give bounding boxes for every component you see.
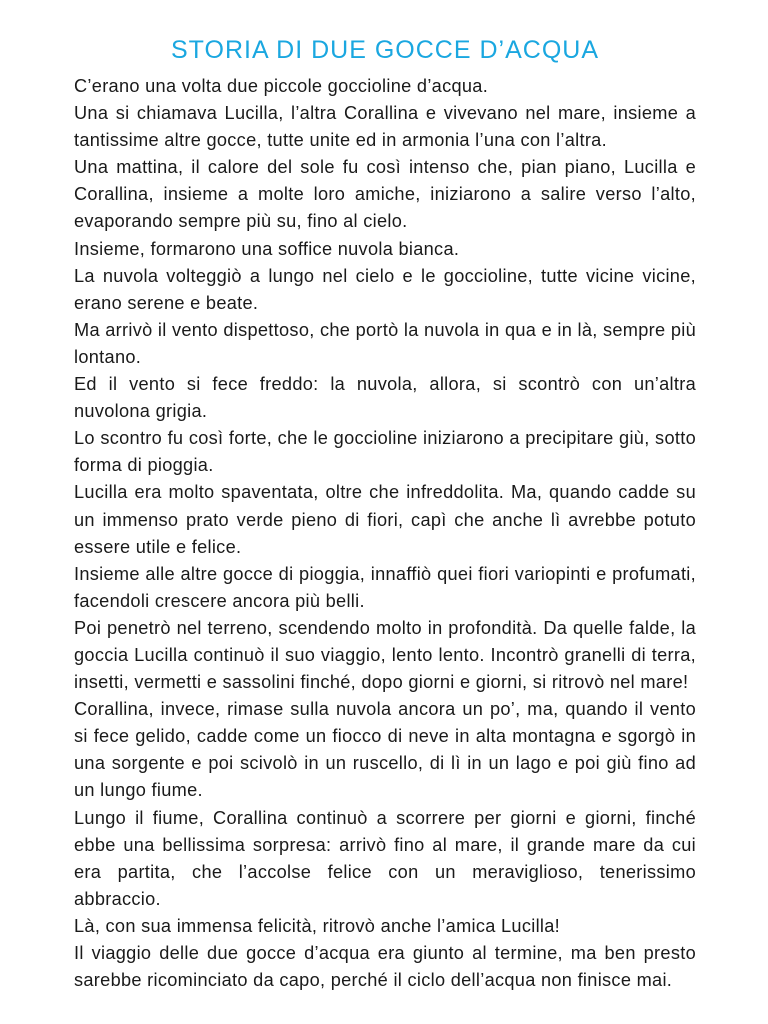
paragraph: Lungo il fiume, Corallina continuò a scorrere per giorni e giorni, finché ebbe una bellissima sorpresa: arrivò fino al mare, il grande mare da cui era partita, che l’accolse felice con un meraviglioso, tenerissimo abbraccio. xyxy=(74,807,696,909)
paragraph: Ma arrivò il vento dispettoso, che portò la nuvola in qua e in là, sempre più lontano. xyxy=(74,319,696,367)
paragraph: Corallina, invece, rimase sulla nuvola ancora un po’, ma, quando il vento si fece gelido, cadde come un fiocco di neve in alta montagna e sgorgò in una sorgente e poi scivolò in un ruscello, di lì in un lago e poi giù fino ad un lungo fiume. xyxy=(74,699,696,801)
paragraph: Una si chiamava Lucilla, l’altra Corallina e vivevano nel mare, insieme a tantissime altre gocce, tutte unite ed in armonia l’una con l’altra. xyxy=(74,103,696,151)
paragraph: Lucilla era molto spaventata, oltre che infreddolita. Ma, quando cadde su un immenso prato verde pieno di fiori, capì che anche lì avrebbe potuto essere utile e felice. xyxy=(74,482,696,557)
story-body xyxy=(74,73,696,994)
paragraph: Poi penetrò nel terreno, scendendo molto in profondità. Da quelle falde, la goccia Lucilla continuò il suo viaggio, lento lento. Incontrò granelli di terra, insetti, vermetti e sassolini finché, dopo giorni e giorni, si ritrovò nel mare! xyxy=(74,617,696,693)
paragraph: Insieme alle altre gocce di pioggia, innaffiò quei fiori variopinti e profumati, facendoli crescere ancora più belli. xyxy=(74,563,696,611)
paragraph: La nuvola volteggiò a lungo nel cielo e le goccioline, tutte vicine vicine, erano serene e beate. xyxy=(74,265,696,313)
paragraph: Lo scontro fu così forte, che le goccioline iniziarono a precipitare giù, sotto forma di pioggia. xyxy=(74,428,696,476)
paragraph: Una mattina, il calore del sole fu così intenso che, pian piano, Lucilla e Corallina, insieme a molte loro amiche, iniziarono a salire verso l’alto, evaporando sempre più su, fino al cielo. xyxy=(74,157,696,232)
paragraph: Là, con sua immensa felicità, ritrovò anche l’amica Lucilla! xyxy=(74,915,561,936)
paragraph: Ed il vento si fece freddo: la nuvola, allora, si scontrò con un’altra nuvolona grigia. xyxy=(74,374,696,422)
paragraph: Il viaggio delle due gocce d’acqua era giunto al termine, ma ben presto sarebbe ricominciato da capo, perché il ciclo dell’acqua non finisce mai. xyxy=(74,943,696,991)
story-title: STORIA DI DUE GOCCE D’ACQUA xyxy=(171,36,599,64)
paragraph: Insieme, formarono una soffice nuvola bianca. xyxy=(74,238,460,259)
paragraph: C’erano una volta due piccole goccioline d’acqua. xyxy=(74,76,489,96)
